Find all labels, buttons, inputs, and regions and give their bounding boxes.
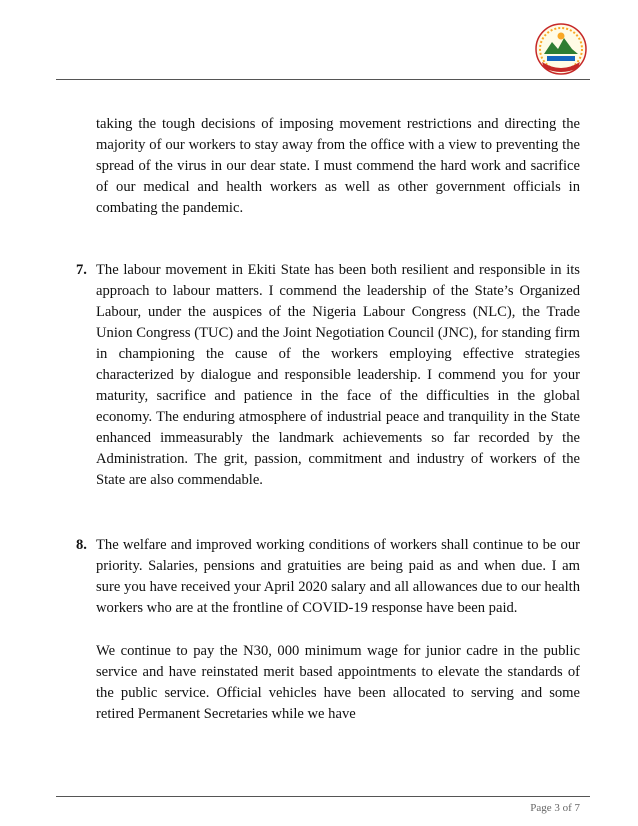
state-seal-icon: [534, 22, 588, 76]
paragraph-7: The labour movement in Ekiti State has been both resilient and responsible in its approach to labour matters. I commend the leadership of the State’s Organized Labour, under the auspices of the Nigeria Labour Congress (NLC), the Trade Union Congress (TUC) and the Joint Negotiation Council (JNC), for standing firm in championing the cause of the workers employing effective strategies characterized by dialogue and responsible leadership. I commend you for your maturity, sacrifice and patience in the face of the difficulties in the global economy. The enduring atmosphere of industrial peace and tranquility in the State enhanced immeasurably the landmark achievements so far recorded by the Administration. The grit, passion, commitment and industry of workers of the State are also commendable.: [96, 262, 580, 488]
paragraph-number-7: 7.: [76, 262, 87, 278]
paragraph-number-8: 8.: [76, 537, 87, 553]
page-number: Page 3 of 7: [530, 802, 580, 814]
header-rule: [56, 79, 590, 80]
paragraph-continuation: taking the tough decisions of imposing movement restrictions and directing the majority of our workers to stay away from the office with a view to preventing the spread of the virus in our dear state. I must commend the hard work and sacrifice of our medical and health workers as well as other government officials in combating the pandemic.: [96, 116, 580, 216]
paragraph-8: The welfare and improved working conditions of workers shall continue to be our priority. Salaries, pensions and gratuities are being paid as and when due. I am sure you have received your April 2020 salary and all allowances due to our health workers who are at the frontline of COVID-19 response have been paid.: [96, 537, 580, 616]
footer-rule: [56, 796, 590, 797]
paragraph-8-continued: We continue to pay the N30, 000 minimum wage for junior cadre in the public service and have reinstated merit based appointments to elevate the standards of the public service. Official vehicles have been allocated to serving and some retired Permanent Secretaries while we have: [96, 643, 580, 722]
